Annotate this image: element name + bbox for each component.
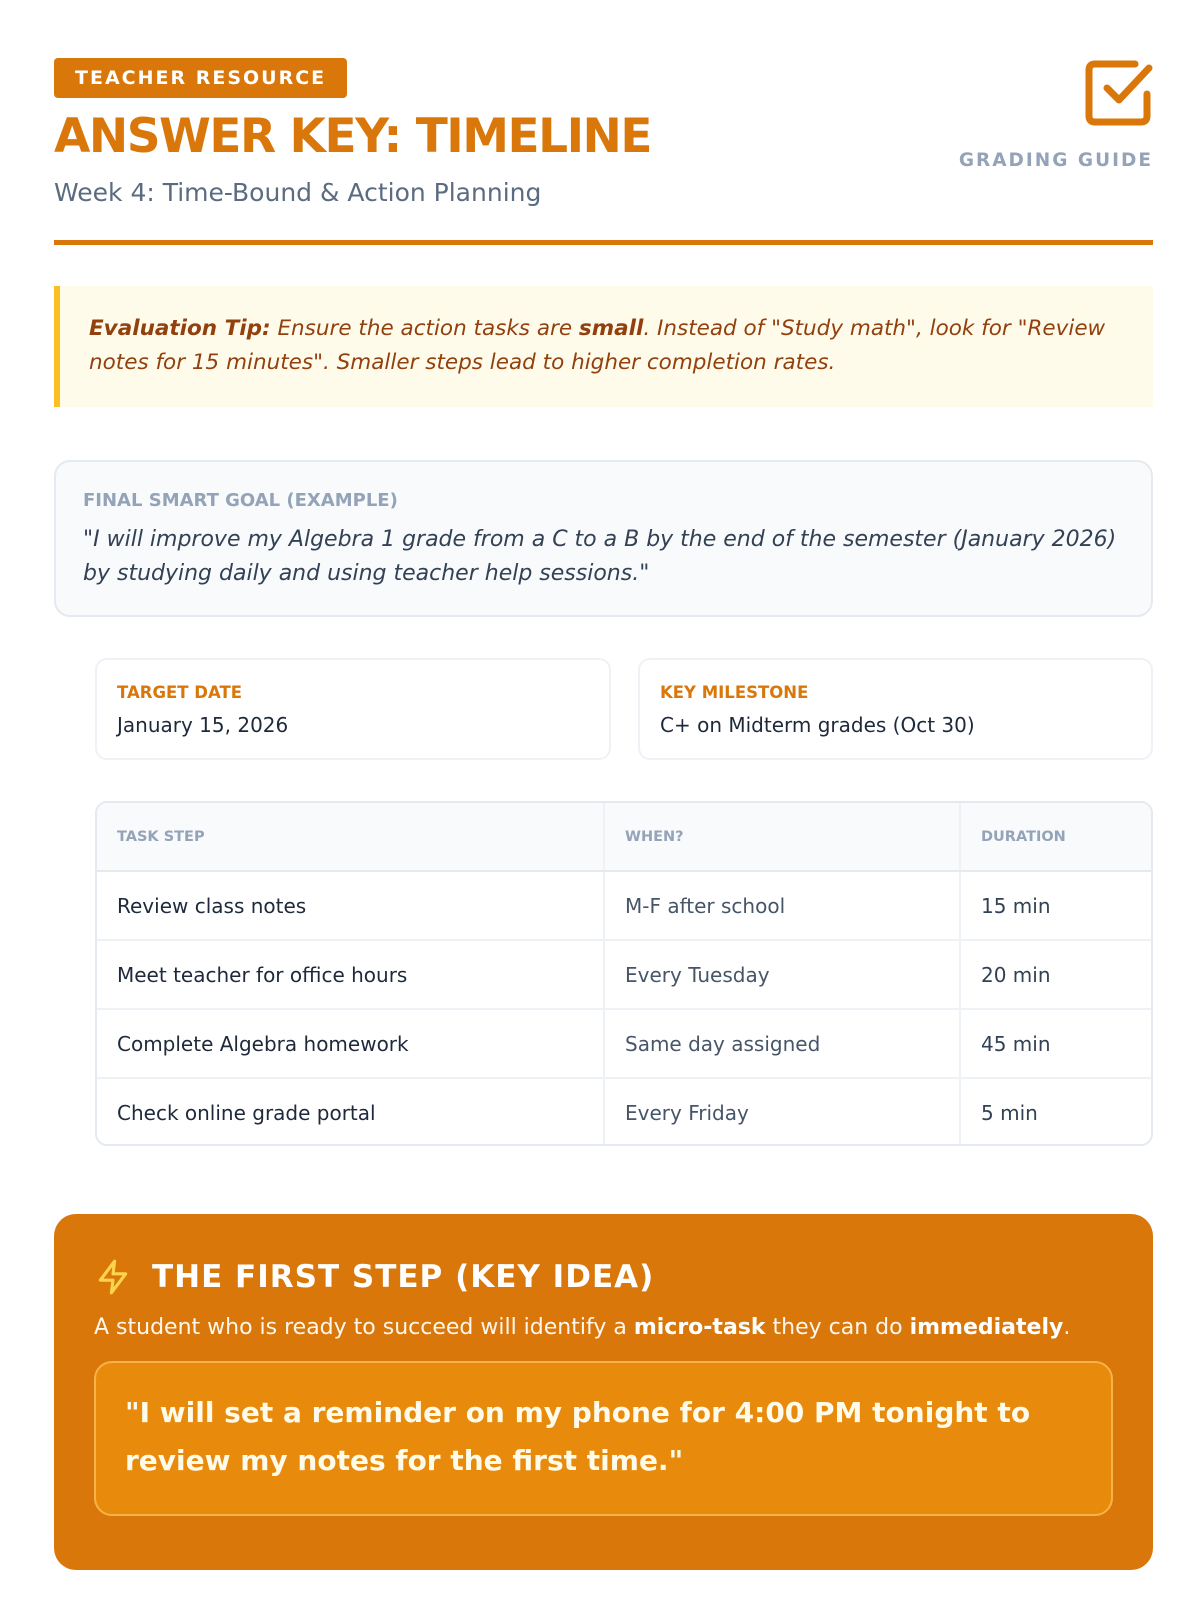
key-idea-text-2: they can do [765,1315,910,1340]
key-idea-text-1: A student who is ready to succeed will identify a [94,1315,634,1340]
key-milestone-label: KEY MILESTONE [660,683,809,702]
page-header [54,58,1153,245]
key-idea-bold-1: micro-task [633,1315,766,1340]
key-idea-text [94,1313,1113,1343]
task-cell: Review class notes [97,871,604,940]
target-date-label: TARGET DATE [117,683,242,702]
key-idea-panel [54,1214,1153,1570]
evaluation-tip [54,286,1153,407]
column-header-task: TASK STEP [97,803,604,871]
duration-cell: 5 min [960,1078,1151,1146]
target-date-value: January 15, 2026 [117,713,289,737]
smart-goal-box [54,460,1153,617]
key-milestone-value: C+ on Midterm grades (Oct 30) [660,713,975,737]
key-idea-title: THE FIRST STEP (KEY IDEA) [152,1259,655,1295]
column-header-duration: DURATION [960,803,1151,871]
tip-emphasis: small [578,316,644,341]
checkbox-icon [1083,58,1153,128]
table-row [97,940,1151,1009]
duration-cell: 45 min [960,1009,1151,1078]
table-row [97,1009,1151,1078]
page-title: ANSWER KEY: TIMELINE [54,109,651,164]
when-cell: Every Tuesday [604,940,960,1009]
duration-cell: 15 min [960,871,1151,940]
duration-cell: 20 min [960,940,1151,1009]
first-step-quote-box [94,1361,1113,1516]
page-subtitle: Week 4: Time-Bound & Action Planning [54,178,542,207]
smart-goal-label: FINAL SMART GOAL (EXAMPLE) [83,490,398,511]
key-milestone-card [638,658,1153,760]
action-plan-table [95,801,1153,1146]
when-cell: M-F after school [604,871,960,940]
key-idea-header [94,1254,1113,1300]
task-cell: Check online grade portal [117,1101,376,1125]
task-cell: Meet teacher for office hours [97,940,604,1009]
table-row [97,1078,1151,1146]
resource-badge: TEACHER RESOURCE [54,58,347,98]
tip-text-after: . Instead of "Study math", look for "Review notes for 15 minutes". Smaller steps lead to higher completion rates. [89,316,1106,375]
table-header-row [97,803,1151,871]
first-step-quote: "I will set a reminder on my phone for 4:00 PM tonight to review my notes for the first time." [125,1396,1031,1477]
target-date-card [95,658,611,760]
lightning-bolt-icon [94,1258,132,1296]
smart-goal-text: "I will improve my Algebra 1 grade from a C to a B by the end of the semester (January 2026) by studying daily and using teacher help sessions." [83,527,1117,586]
grading-guide-label: GRADING GUIDE [958,150,1153,171]
tip-label: Evaluation Tip: [89,316,271,341]
table-row [97,871,1151,940]
key-idea-text-3: . [1063,1315,1071,1340]
tip-text-before: Ensure the action tasks are [270,316,579,341]
task-cell: Complete Algebra homework [97,1009,604,1078]
column-header-when: WHEN? [604,803,960,871]
when-cell: Same day assigned [604,1009,960,1078]
key-idea-bold-2: immediately [909,1315,1064,1340]
when-cell: Every Friday [604,1078,960,1146]
